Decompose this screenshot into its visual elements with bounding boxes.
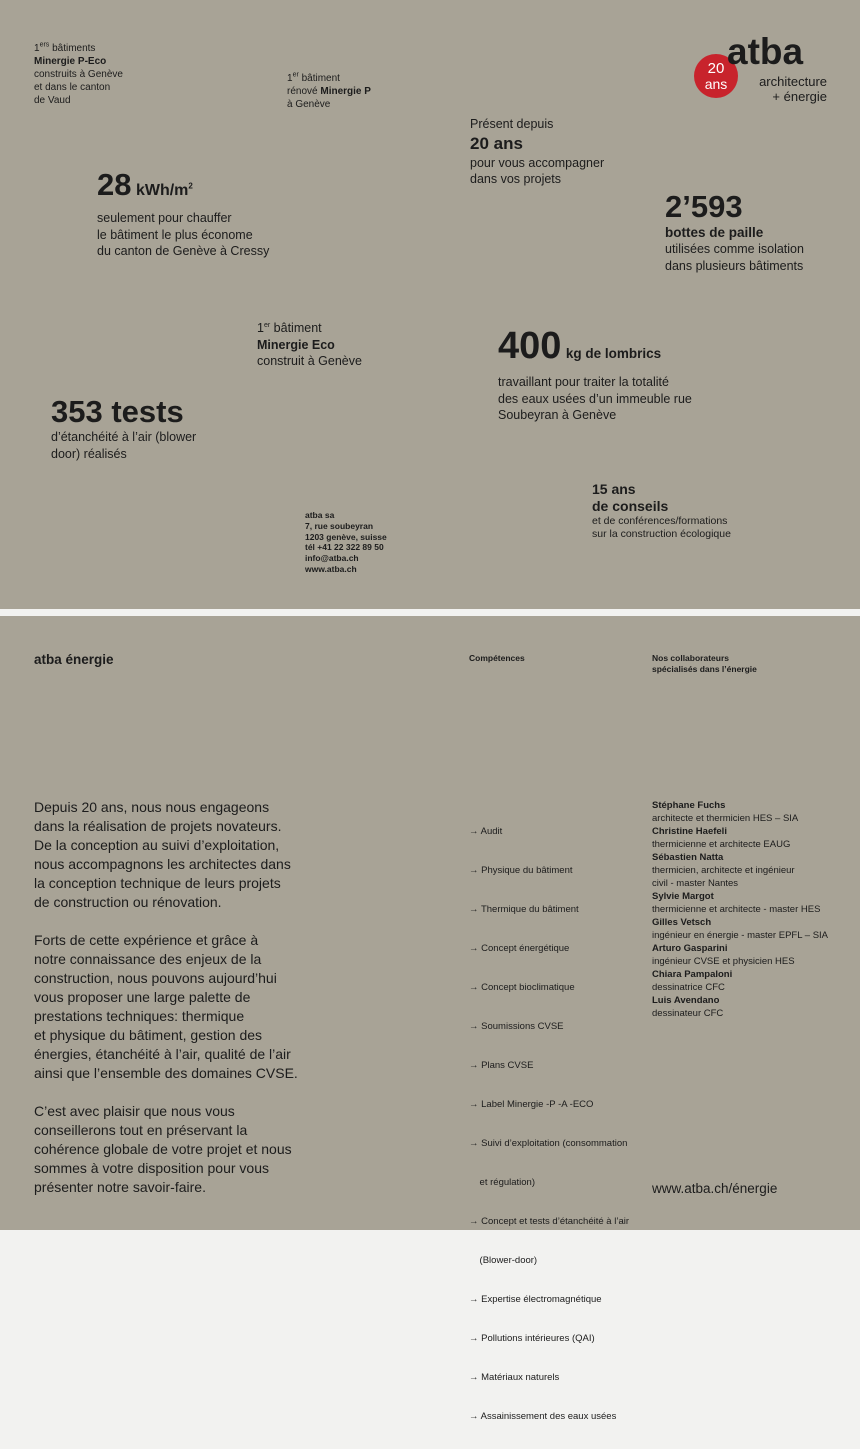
stat-straw-bales: 2’593 bottes de paille utilisées comme isolation dans plusieurs bâtiments: [665, 189, 804, 273]
logo-wordmark: atba: [727, 31, 804, 72]
stat-28-kwh: 28 kWh/$m^2$ seulement pour chauffer le bâtiment le plus économe du canton de Genève à Cressy: [97, 167, 270, 258]
list-item: → Concept bioclimatique: [469, 982, 575, 993]
list-item: → Concept et tests d’étanchéité à l’air: [469, 1216, 630, 1227]
collaborators-heading: Nos collaborateurs spécialisés dans l’énergie: [652, 653, 757, 674]
list-item: → Audit: [469, 826, 503, 837]
list-item: → Physique du bâtiment: [469, 865, 573, 876]
company-address: atba sa 7, rue soubeyran 1203 genève, suisse tél +41 22 322 89 50 info@atba.ch www.atba.ch: [305, 510, 387, 574]
logo-tagline: architecture + énergie: [759, 74, 827, 104]
collaborator: Christine Haefeli thermicienne et architecte EAUG: [652, 826, 791, 850]
collaborator: Sylvie Margot thermicienne et architecte - master HES: [652, 891, 821, 915]
collaborator: Gilles Vetsch ingénieur en énergie - master EPFL – SIA: [652, 917, 829, 941]
anniversary-badge: 20 ans: [694, 54, 738, 98]
stat-minergie-p-eco: 1ers bâtiments Minergie P-Eco construits à Genève et dans le canton de Vaud: [34, 41, 123, 106]
list-item: → Soumissions CVSE: [469, 1021, 564, 1032]
paragraph-1: Depuis 20 ans, nous nous engageons dans la réalisation de projets novateurs. De la conception au suivi d’exploitation, nous accompagnons les architectes dans la conception technique de leurs projets de construction ou rénovation.: [34, 799, 291, 910]
stat-20-years: Présent depuis 20 ans pour vous accompagner dans vos projets: [470, 117, 605, 186]
list-item: → Suivi d’exploitation (consommation: [469, 1138, 628, 1149]
website-link[interactable]: www.atba.ch/énergie: [652, 1181, 778, 1196]
stat-minergie-p: 1er bâtiment rénové Minergie P à Genève: [287, 71, 371, 110]
collaborator: Sébastien Natta thermicien, architecte et ingénieur civil - master Nantes: [652, 852, 795, 889]
list-item: et régulation): [469, 1177, 536, 1188]
competences-heading: Compétences: [469, 653, 525, 663]
collaborator: Stéphane Fuchs architecte et thermicien HES – SIA: [652, 800, 799, 824]
list-item: → Matériaux naturels: [469, 1372, 560, 1383]
front-panel: [0, 0, 860, 609]
paragraph-3: C’est avec plaisir que nous vous conseillerons tout en préservant la cohérence globale de votre projet et nous sommes à votre disposition pour vous présenter notre savoir-faire.: [34, 1103, 292, 1195]
list-item: → Pollutions intérieures (QAI): [469, 1333, 595, 1344]
collaborator: Arturo Gasparini ingénieur CVSE et physicien HES: [652, 943, 795, 967]
list-item: → Assainissement des eaux usées: [469, 1411, 617, 1422]
collaborator: Luis Avendano dessinateur CFC: [652, 995, 724, 1019]
collaborators-list: [652, 799, 852, 1020]
paragraph-2: Forts de cette expérience et grâce à notre connaissance des enjeux de la construction, nous pouvons aujourd’hui vous proposer une large palette de prestations techniques: thermique et physique du bâtiment, gestion des énergies, étanchéité à l’air, qualité de l’air ainsi que l’ensemble des domaines CVSE.: [34, 932, 298, 1081]
stat-earthworms: 400 kg de lombrics travaillant pour traiter la totalité des eaux usées d’un immeuble rue Soubeyran à Genève: [498, 325, 692, 422]
stat-15-years: 15 ans de conseils et de conférences/formations sur la construction écologique: [592, 481, 731, 540]
list-item: (Blower-door): [469, 1255, 538, 1266]
intro-text: [34, 798, 434, 1197]
list-item: → Label Minergie -P -A -ECO: [469, 1099, 594, 1110]
stat-minergie-eco: 1er bâtiment Minergie Eco construit à Genève: [257, 321, 362, 368]
stat-blower-door-tests: 353 tests d’étanchéité à l’air (blower door) réalisés: [51, 394, 197, 461]
list-item: → Concept énergétique: [469, 943, 570, 954]
list-item: → Plans CVSE: [469, 1060, 534, 1071]
competences-list: [469, 799, 644, 1449]
list-item: → Expertise électromagnétique: [469, 1294, 602, 1305]
back-panel: [0, 616, 860, 1422]
list-item: → Thermique du bâtiment: [469, 904, 579, 915]
section-title: atba énergie: [34, 652, 114, 667]
collaborator: Chiara Pampaloni dessinatrice CFC: [652, 969, 733, 993]
